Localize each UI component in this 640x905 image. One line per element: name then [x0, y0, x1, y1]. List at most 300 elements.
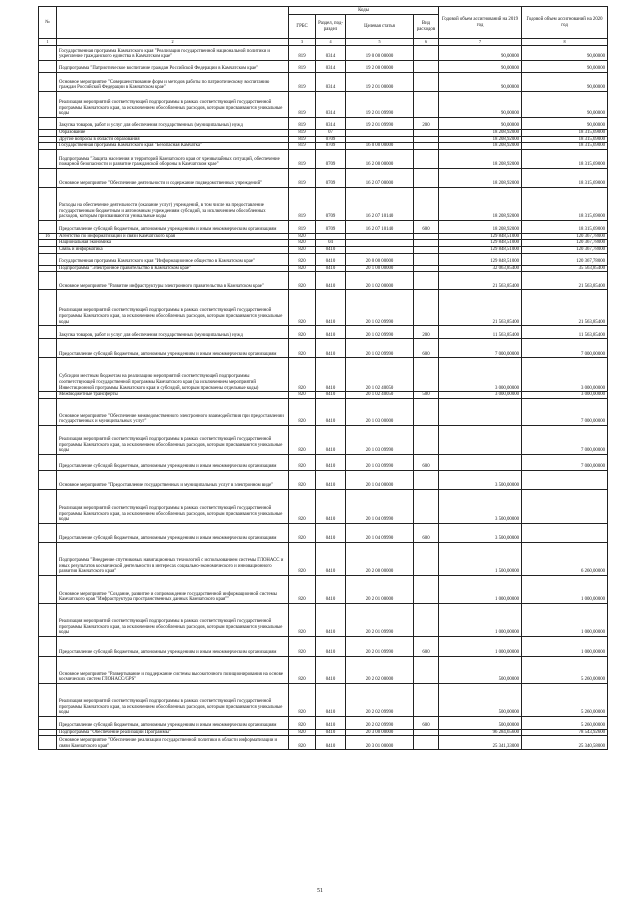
table-row	[39, 736, 608, 750]
table-row	[39, 339, 608, 358]
header-number: №	[39, 7, 57, 39]
row-number	[39, 143, 57, 150]
row-target-article: 20 1 02 00000	[346, 272, 414, 290]
row-name: Подпрограмма "Электронное правительство в Камчатском крае"	[57, 265, 289, 272]
row-grbs: 820	[289, 272, 316, 290]
row-number	[39, 603, 57, 636]
row-section: 0410	[316, 253, 346, 265]
row-target-article: 16 0 00 00000	[346, 143, 414, 150]
header-codes-group: Коды	[289, 7, 439, 15]
row-target-article: 16 2 00 00000	[346, 149, 414, 168]
row-number	[39, 290, 57, 326]
row-expense-type	[414, 143, 439, 150]
row-target-article: 20 2 01 00000	[346, 575, 414, 603]
column-index: 6	[414, 39, 439, 46]
row-target-article	[346, 246, 414, 253]
row-expense-type	[414, 736, 439, 750]
row-name: Основное мероприятие "Совершенствование форм и методов работы по патриотическому воспитанию граждан Российской Федерации в Камчатском крае"	[57, 73, 289, 92]
row-section: 0410	[316, 729, 346, 736]
row-sum-2019	[439, 454, 522, 470]
row-section: 0410	[316, 339, 346, 358]
row-sum-2019: 96 284,65600	[439, 729, 522, 736]
row-name: Расходы на обеспечение деятельности (оказание услуг) учреждений, в том числе на предоставление государственным бюджетным и автономным учреждениям субсидий, за исключением обособленных расходов, которым присваиваются уникальные коды	[57, 187, 289, 220]
row-expense-type	[414, 425, 439, 454]
row-number	[39, 92, 57, 118]
row-name: Субсидии местным бюджетам на реализацию мероприятий соответствующей подпрограммы соответствующей государственной программы Камчатского края (за исключением мероприятий Инвестиционной программы Камчатского края и субсидий, которым присвоены отдельные коды)	[57, 358, 289, 392]
row-grbs: 820	[289, 240, 316, 247]
row-number	[39, 683, 57, 716]
row-sum-2019: 500,00000	[439, 656, 522, 683]
row-sum-2020: 120 367,78000	[522, 233, 608, 240]
row-expense-type	[414, 398, 439, 425]
row-section: 0709	[316, 143, 346, 150]
row-target-article: 20 0 00 00000	[346, 253, 414, 265]
row-section: 0410	[316, 358, 346, 392]
row-expense-type	[414, 729, 439, 736]
page-number: 51	[317, 888, 323, 894]
row-name: Реализация мероприятий соответствующей подпрограммы в рамках соответствующей государственной программы Камчатского края, за исключением обособленных расходов, которым присваиваются уникальные коды	[57, 603, 289, 636]
row-sum-2020: 18 315,69000	[522, 187, 608, 220]
row-expense-type: 600	[414, 636, 439, 656]
row-target-article: 19 2 00 00000	[346, 61, 414, 73]
row-grbs: 819	[289, 61, 316, 73]
row-target-article: 20 1 04 09990	[346, 523, 414, 542]
row-grbs: 820	[289, 683, 316, 716]
row-expense-type	[414, 187, 439, 220]
header-sum-2019: Годовой объем ассигнований на 2019 год	[439, 7, 522, 39]
row-sum-2020: 90,00000	[522, 92, 608, 118]
column-index: 3	[289, 39, 316, 46]
row-sum-2020: 3 000,00000	[522, 392, 608, 399]
row-grbs: 819	[289, 130, 316, 137]
row-section: 0709	[316, 136, 346, 143]
row-number	[39, 272, 57, 290]
header-name	[57, 7, 289, 39]
table-row	[39, 187, 608, 220]
row-number	[39, 716, 57, 729]
table-row	[39, 523, 608, 542]
table-row	[39, 168, 608, 187]
row-number	[39, 489, 57, 523]
row-target-article	[346, 136, 414, 143]
row-section: 0314	[316, 46, 346, 61]
row-number	[39, 246, 57, 253]
row-number	[39, 240, 57, 247]
row-sum-2020: 7 000,00000	[522, 398, 608, 425]
row-sum-2019: 3 000,00000	[439, 358, 522, 392]
table-row	[39, 290, 608, 326]
row-name: Государственная программа Камчатского края "Информационное общество в Камчатском крае"	[57, 253, 289, 265]
row-sum-2020: 18 315,69000	[522, 130, 608, 137]
row-number	[39, 326, 57, 339]
row-number	[39, 118, 57, 130]
row-sum-2020: 11 563,85400	[522, 326, 608, 339]
row-sum-2020: 6 260,00000	[522, 542, 608, 575]
row-target-article: 16 2 07 00000	[346, 168, 414, 187]
row-expense-type: 600	[414, 716, 439, 729]
row-name: Подпрограмма "Обеспечение реализации Программы"	[57, 729, 289, 736]
row-section: 0709	[316, 187, 346, 220]
row-target-article: 20 1 02 40050	[346, 392, 414, 399]
row-name: Образование	[57, 130, 289, 137]
row-number	[39, 575, 57, 603]
row-number	[39, 136, 57, 143]
table-row	[39, 73, 608, 92]
row-section: 0410	[316, 636, 346, 656]
row-expense-type: 200	[414, 118, 439, 130]
row-name: Основное мероприятие "Предоставление государственных и муниципальных услуг в электронном виде"	[57, 470, 289, 489]
table-body	[39, 46, 608, 750]
row-section: 0410	[316, 246, 346, 253]
table-row	[39, 61, 608, 73]
row-sum-2020: 35 563,85400	[522, 265, 608, 272]
row-expense-type	[414, 683, 439, 716]
row-sum-2019: 1 000,00000	[439, 636, 522, 656]
row-grbs: 819	[289, 187, 316, 220]
row-target-article: 20 1 00 00000	[346, 265, 414, 272]
row-sum-2020	[522, 489, 608, 523]
row-number	[39, 392, 57, 399]
row-target-article: 19 0 00 00000	[346, 46, 414, 61]
column-index: 8	[522, 39, 608, 46]
row-grbs: 819	[289, 136, 316, 143]
row-grbs: 820	[289, 398, 316, 425]
row-sum-2020: 120 367,78000	[522, 240, 608, 247]
row-number	[39, 736, 57, 750]
row-sum-2019: 32 063,85400	[439, 265, 522, 272]
column-index: 2	[57, 39, 289, 46]
row-target-article: 20 2 01 09990	[346, 636, 414, 656]
row-sum-2020: 1 000,00000	[522, 603, 608, 636]
header-section: Раздел, под-раздел	[316, 15, 346, 39]
row-number	[39, 46, 57, 61]
row-grbs: 820	[289, 290, 316, 326]
row-expense-type	[414, 149, 439, 168]
table-row	[39, 636, 608, 656]
table-row	[39, 46, 608, 61]
row-section: 0314	[316, 73, 346, 92]
table-row	[39, 272, 608, 290]
row-sum-2020: 78 543,92600	[522, 729, 608, 736]
row-grbs: 820	[289, 425, 316, 454]
row-target-article: 20 1 03 00000	[346, 398, 414, 425]
row-name: Другие вопросы в области образования	[57, 136, 289, 143]
row-section: 0410	[316, 683, 346, 716]
row-target-article: 19 2 01 09990	[346, 118, 414, 130]
row-number	[39, 220, 57, 233]
row-sum-2019: 90,00000	[439, 46, 522, 61]
row-sum-2019: 21 563,85400	[439, 290, 522, 326]
row-expense-type	[414, 253, 439, 265]
row-name: Предоставление субсидий бюджетным, автономным учреждениям и иным некоммерческим организациям	[57, 339, 289, 358]
row-grbs: 820	[289, 392, 316, 399]
row-grbs: 820	[289, 636, 316, 656]
row-sum-2020: 120 367,78000	[522, 246, 608, 253]
row-section: 0410	[316, 603, 346, 636]
row-sum-2019: 11 563,85400	[439, 326, 522, 339]
row-sum-2020: 1 000,00000	[522, 575, 608, 603]
table-row	[39, 233, 608, 240]
header-grbs: ГРБС	[289, 15, 316, 39]
row-number	[39, 454, 57, 470]
row-sum-2020: 18 315,69000	[522, 143, 608, 150]
table-row	[39, 425, 608, 454]
row-section: 07	[316, 130, 346, 137]
table-row	[39, 220, 608, 233]
column-index: 7	[439, 39, 522, 46]
row-target-article	[346, 233, 414, 240]
row-target-article: 20 1 02 09990	[346, 339, 414, 358]
row-number	[39, 73, 57, 92]
row-number	[39, 339, 57, 358]
row-name: Подпрограмма "Защита населения и территорий Камчатского края от чрезвычайных ситуаций, обеспечение пожарной безопасности и развитие гражданской обороны в Камчатском крае"	[57, 149, 289, 168]
row-number	[39, 542, 57, 575]
row-target-article: 20 1 03 09990	[346, 425, 414, 454]
row-grbs: 820	[289, 253, 316, 265]
row-sum-2020: 90,00000	[522, 46, 608, 61]
row-expense-type	[414, 46, 439, 61]
row-sum-2019	[439, 398, 522, 425]
row-grbs: 820	[289, 233, 316, 240]
row-grbs: 820	[289, 339, 316, 358]
row-name: Подпрограмма "Внедрение спутниковых навигационных технологий с использованием системы ГЛОНАСС и иных результатов космической деятельности в интересах социально-экономического и инновационного развития Камчатского края"	[57, 542, 289, 575]
row-grbs: 819	[289, 118, 316, 130]
row-grbs: 819	[289, 220, 316, 233]
row-name: Национальная экономика	[57, 240, 289, 247]
table-row	[39, 392, 608, 399]
row-sum-2020: 5 260,00000	[522, 683, 608, 716]
column-index: 5	[346, 39, 414, 46]
table-row	[39, 130, 608, 137]
row-name: Закупка товаров, работ и услуг для обеспечения государственных (муниципальных) нужд	[57, 118, 289, 130]
row-target-article: 20 2 02 09990	[346, 716, 414, 729]
row-name: Реализация мероприятий соответствующей подпрограммы в рамках соответствующей государственной программы Камчатского края, за исключением обособленных расходов, которым присваиваются уникальные коды	[57, 683, 289, 716]
row-sum-2019: 1 000,00000	[439, 575, 522, 603]
row-grbs: 819	[289, 46, 316, 61]
row-target-article: 20 1 03 09990	[346, 454, 414, 470]
row-number	[39, 636, 57, 656]
header-expense-type: Вид расходов	[414, 15, 439, 39]
row-grbs: 820	[289, 246, 316, 253]
row-target-article: 20 3 01 00000	[346, 736, 414, 750]
row-target-article: 20 2 02 00000	[346, 656, 414, 683]
row-grbs: 819	[289, 73, 316, 92]
row-grbs: 819	[289, 92, 316, 118]
budget-table	[38, 6, 608, 750]
row-sum-2020: 1 000,00000	[522, 636, 608, 656]
row-expense-type	[414, 92, 439, 118]
row-name: Предоставление субсидий бюджетным, автономным учреждениям и иным некоммерческим организациям	[57, 636, 289, 656]
row-number	[39, 523, 57, 542]
row-name: Предоставление субсидий бюджетным, автономным учреждениям и иным некоммерческим организациям	[57, 716, 289, 729]
row-sum-2019: 18 208,92000	[439, 220, 522, 233]
row-sum-2019: 18 208,92000	[439, 136, 522, 143]
row-sum-2019: 90,00000	[439, 118, 522, 130]
row-expense-type	[414, 233, 439, 240]
row-grbs: 820	[289, 542, 316, 575]
row-grbs: 820	[289, 603, 316, 636]
row-grbs: 820	[289, 326, 316, 339]
row-section: 0410	[316, 265, 346, 272]
row-expense-type: 600	[414, 523, 439, 542]
row-number	[39, 253, 57, 265]
column-index: 4	[316, 39, 346, 46]
row-number	[39, 130, 57, 137]
row-sum-2020: 3 000,00000	[522, 358, 608, 392]
row-expense-type: 600	[414, 220, 439, 233]
row-sum-2020: 5 260,00000	[522, 716, 608, 729]
row-number: 16	[39, 233, 57, 240]
table-row	[39, 398, 608, 425]
row-sum-2020	[522, 470, 608, 489]
row-expense-type	[414, 656, 439, 683]
row-expense-type: 600	[414, 339, 439, 358]
table-row	[39, 603, 608, 636]
row-name: Закупка товаров, работ и услуг для обеспечения государственных (муниципальных) нужд	[57, 326, 289, 339]
row-name: Основное мероприятие "Обеспечение деятельности и содержание подведомственных учреждений"	[57, 168, 289, 187]
table-row	[39, 265, 608, 272]
row-name: Предоставление субсидий бюджетным, автономным учреждениям и иным некоммерческим организациям	[57, 523, 289, 542]
row-target-article: 19 2 01 00000	[346, 73, 414, 92]
table-row	[39, 240, 608, 247]
row-expense-type	[414, 61, 439, 73]
row-section: 0410	[316, 326, 346, 339]
row-section: 0709	[316, 220, 346, 233]
row-number	[39, 358, 57, 392]
row-expense-type: 200	[414, 326, 439, 339]
row-expense-type: 600	[414, 454, 439, 470]
column-index: 1	[39, 39, 57, 46]
row-sum-2019: 18 208,92000	[439, 130, 522, 137]
row-section	[316, 233, 346, 240]
row-grbs: 820	[289, 736, 316, 750]
row-expense-type	[414, 470, 439, 489]
table-row	[39, 729, 608, 736]
row-number	[39, 398, 57, 425]
row-section: 0410	[316, 470, 346, 489]
row-expense-type	[414, 240, 439, 247]
table-row	[39, 454, 608, 470]
column-index-row	[39, 39, 608, 46]
row-section: 0410	[316, 454, 346, 470]
row-expense-type	[414, 73, 439, 92]
row-sum-2019: 129 848,51000	[439, 253, 522, 265]
row-sum-2019: 18 208,92000	[439, 168, 522, 187]
row-number	[39, 729, 57, 736]
row-expense-type: 500	[414, 392, 439, 399]
row-sum-2020: 90,00000	[522, 61, 608, 73]
row-sum-2020: 7 000,00000	[522, 454, 608, 470]
row-sum-2020: 18 315,69000	[522, 136, 608, 143]
row-target-article: 20 1 02 40050	[346, 358, 414, 392]
table-row	[39, 246, 608, 253]
row-sum-2019: 1 000,00000	[439, 603, 522, 636]
row-sum-2019: 129 848,51000	[439, 233, 522, 240]
row-sum-2019: 500,00000	[439, 683, 522, 716]
row-grbs: 820	[289, 656, 316, 683]
row-section: 0314	[316, 118, 346, 130]
row-sum-2019: 129 848,51000	[439, 240, 522, 247]
row-section: 04	[316, 240, 346, 247]
row-name: Подпрограмма "Патриотическое воспитание граждан Российской Федерации в Камчатском крае"	[57, 61, 289, 73]
row-name: Основное мероприятие "Развитие инфраструктуры электронного правительства в Камчатском крае"	[57, 272, 289, 290]
row-section: 0410	[316, 523, 346, 542]
row-sum-2019: 90,00000	[439, 61, 522, 73]
row-grbs: 820	[289, 716, 316, 729]
row-grbs: 819	[289, 149, 316, 168]
row-name: Агентство по информатизации и связи Камчатского края	[57, 233, 289, 240]
row-expense-type	[414, 358, 439, 392]
row-sum-2019: 129 848,51000	[439, 246, 522, 253]
row-section: 0709	[316, 168, 346, 187]
row-target-article: 16 2 07 10140	[346, 187, 414, 220]
row-expense-type	[414, 130, 439, 137]
row-sum-2019: 90,00000	[439, 73, 522, 92]
row-number	[39, 265, 57, 272]
row-target-article: 20 1 02 09990	[346, 326, 414, 339]
table-row	[39, 118, 608, 130]
table-row	[39, 358, 608, 392]
row-sum-2019: 90,00000	[439, 92, 522, 118]
row-sum-2019: 3 500,00000	[439, 523, 522, 542]
row-grbs: 820	[289, 489, 316, 523]
table-row	[39, 542, 608, 575]
row-target-article: 20 3 00 00000	[346, 729, 414, 736]
row-grbs: 820	[289, 729, 316, 736]
header-sum-2020: Годовой объем ассигнований на 2020 год	[522, 7, 608, 39]
row-grbs: 820	[289, 470, 316, 489]
row-sum-2019: 25 341,33000	[439, 736, 522, 750]
row-number	[39, 187, 57, 220]
row-target-article	[346, 240, 414, 247]
row-sum-2020: 90,00000	[522, 118, 608, 130]
row-name: Основное мероприятие "Создание, развитие и сопровождение государственной информационной системы Камчатского края "Инфраструктура пространственных данных Камчатского края""	[57, 575, 289, 603]
row-target-article: 20 1 04 09990	[346, 489, 414, 523]
row-target-article: 19 2 01 09990	[346, 92, 414, 118]
row-section: 0314	[316, 61, 346, 73]
row-name: Межбюджетные трансферты	[57, 392, 289, 399]
row-sum-2020: 21 563,85400	[522, 272, 608, 290]
row-name: Реализация мероприятий соответствующей подпрограммы в рамках соответствующей государственной программы Камчатского края, за исключением обособленных расходов, которым присваиваются уникальные коды	[57, 425, 289, 454]
row-number	[39, 425, 57, 454]
table-row	[39, 575, 608, 603]
row-name: Реализация мероприятий соответствующей подпрограммы в рамках соответствующей государственной программы Камчатского края, за исключением обособленных расходов, которым присваиваются уникальные коды	[57, 489, 289, 523]
row-section: 0709	[316, 149, 346, 168]
row-target-article: 20 2 00 00000	[346, 542, 414, 575]
row-target-article: 20 1 02 09990	[346, 290, 414, 326]
row-expense-type	[414, 542, 439, 575]
table-row	[39, 92, 608, 118]
row-name: Государственная программа Камчатского края "Безопасная Камчатка"	[57, 143, 289, 150]
row-grbs: 820	[289, 454, 316, 470]
row-sum-2020: 25 340,58000	[522, 736, 608, 750]
row-name: Предоставление субсидий бюджетным, автономным учреждениям и иным некоммерческим организациям	[57, 220, 289, 233]
row-sum-2020: 120 367,78000	[522, 253, 608, 265]
table-row	[39, 326, 608, 339]
row-section: 0410	[316, 290, 346, 326]
row-number	[39, 470, 57, 489]
table-row	[39, 149, 608, 168]
row-section: 0410	[316, 542, 346, 575]
row-sum-2019: 18 208,92000	[439, 149, 522, 168]
row-expense-type	[414, 136, 439, 143]
table-row	[39, 683, 608, 716]
row-sum-2019: 500,00000	[439, 716, 522, 729]
row-name: Основное мероприятие "Обеспечение межведомственного электронного взаимодействия при предоставлении государственных и муниципальных услуг"	[57, 398, 289, 425]
row-number	[39, 168, 57, 187]
row-section: 0410	[316, 272, 346, 290]
row-sum-2020: 90,00000	[522, 73, 608, 92]
